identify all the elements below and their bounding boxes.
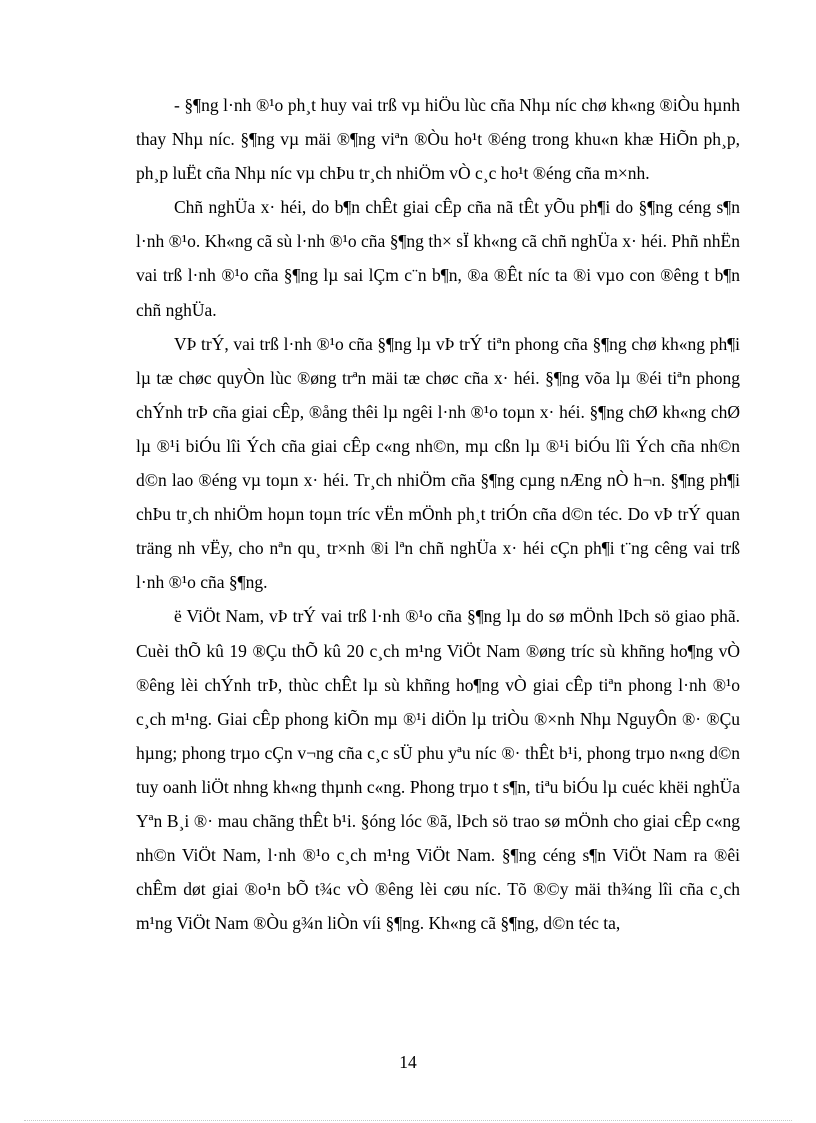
paragraph: - §¶ng l·nh ®¹o ph¸t huy vai trß vµ hiÖu lùc cña Nhµ níc chø kh«ng ®iÒu hµnh thay Nhµ níc. §¶ng vµ mäi ®¶ng viªn ®Òu ho¹t ®éng trong khu«n khæ HiÕn ph¸p, ph¸p luËt cña Nhµ níc vµ chÞu tr¸ch nhiÖm vÒ c¸c ho¹t ®éng cña m×nh. <box>136 95 740 184</box>
paragraph: ë ViÖt Nam, vÞ trÝ vai trß l·nh ®¹o cña §¶ng lµ do sø mÖnh lÞch sö giao phã. Cuèi thÕ kû 19 ®Çu thÕ kû 20 c¸ch m¹ng ViÖt Nam ®øng tríc sù khñng ho¶ng vÒ ®êng lèi chÝnh trÞ, thùc chÊt lµ sù khñng ho¶ng vÒ giai cÊp tiªn phong l·nh ®¹o c¸ch m¹ng. Giai cÊp phong kiÕn mµ ®¹i diÖn lµ triÒu ®×nh Nhµ NguyÔn ®· ®Çu hµng; phong trµo cÇn v¬ng cña c¸c sÜ phu yªu níc ®· thÊt b¹i, phong trµo n«ng d©n tuy oanh liÖt nhng kh«ng thµnh c«ng. Phong trµo t s¶n, tiªu biÓu lµ cuéc khëi nghÜa Yªn B¸i ®· mau chãng thÊt b¹i. §óng lóc ®ã, lÞch sö trao sø mÖnh cho giai cÊp c«ng nh©n ViÖt Nam, l·nh ®¹o c¸ch m¹ng ViÖt Nam. §¶ng céng s¶n ViÖt Nam ra ®êi chÊm døt giai ®o¹n bÕ t¾c vÒ ®êng lèi cøu níc. Tõ ®©y mäi th¾ng lîi cña c¸ch m¹ng ViÖt Nam ®Òu g¾n liÒn víi §¶ng. Kh«ng cã §¶ng, d©n téc ta, <box>136 606 740 934</box>
document-body <box>136 88 740 940</box>
paragraph: VÞ trÝ, vai trß l·nh ®¹o cña §¶ng lµ vÞ trÝ tiªn phong cña §¶ng chø kh«ng ph¶i lµ tæ chøc quyÒn lùc ®øng trªn mäi tæ chøc cña x· héi. §¶ng võa lµ ®éi tiªn phong chÝnh trÞ cña giai cÊp, ®ång thêi lµ ngêi l·nh ®¹o toµn x· héi. §¶ng chØ kh«ng chØ lµ ®¹i biÓu lîi Ých cña giai cÊp c«ng nh©n, mµ cßn lµ ®¹i biÓu lîi Ých cña nh©n d©n lao ®éng vµ toµn x· héi. Tr¸ch nhiÖm cña §¶ng cµng nÆng nÒ h¬n. §¶ng ph¶i chÞu tr¸ch nhiÖm hoµn toµn tríc vËn mÖnh ph¸t triÓn cña d©n téc. Do vÞ trÝ quan träng nh vËy, cho nªn qu¸ tr×nh ®i lªn chñ nghÜa x· héi cÇn ph¶i t¨ng cêng vai trß l·nh ®¹o cña §¶ng. <box>136 333 740 593</box>
paragraph: Chñ nghÜa x· héi, do b¶n chÊt giai cÊp cña nã tÊt yÕu ph¶i do §¶ng céng s¶n l·nh ®¹o. Kh«ng cã sù l·nh ®¹o cña §¶ng th× sÏ kh«ng cã chñ nghÜa x· héi. Phñ nhËn vai trß l·nh ®¹o cña §¶ng lµ sai lÇm c¨n b¶n, ®a ®Êt níc ta ®i vµo con ®êng t b¶n chñ nghÜa. <box>136 197 740 320</box>
page-number: 14 <box>399 1052 417 1072</box>
page-bottom-divider <box>24 1120 792 1121</box>
